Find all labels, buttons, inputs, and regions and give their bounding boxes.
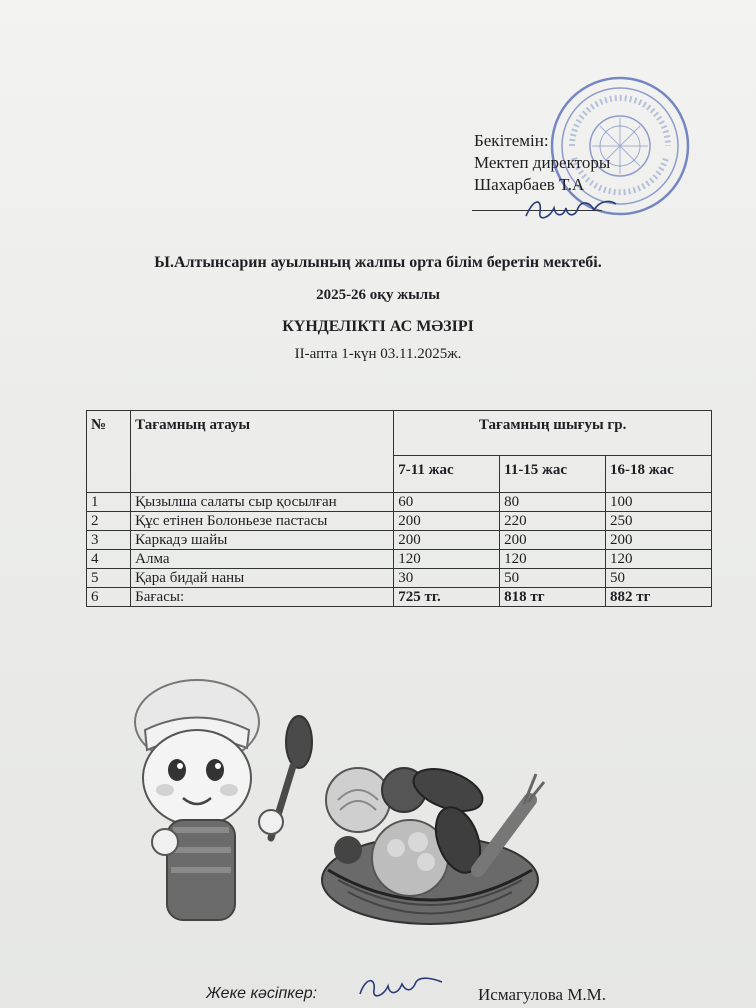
- approve-label: Бекітемін:: [474, 131, 549, 150]
- menu-date: II-апта 1-күн 03.11.2025ж.: [294, 346, 462, 362]
- row-dish: Алма: [131, 550, 394, 569]
- row-number: 3: [87, 531, 131, 550]
- row-yield: 100: [606, 493, 712, 512]
- row-yield: 220: [500, 512, 606, 531]
- row-yield: 200: [394, 531, 500, 550]
- director-signature: [520, 188, 620, 233]
- table-row: [87, 512, 712, 531]
- row-yield: 50: [500, 569, 606, 588]
- table-row: [87, 493, 712, 512]
- school-name: Ы.Алтынсарин ауылының жалпы орта білім беретін мектебі.: [154, 254, 602, 271]
- approver-role: Мектеп директоры: [474, 153, 611, 172]
- table-header-row: [87, 411, 712, 456]
- row-yield: 120: [606, 550, 712, 569]
- row-yield: 50: [606, 569, 712, 588]
- row-yield: 60: [394, 493, 500, 512]
- row-number: 5: [87, 569, 131, 588]
- row-yield: 200: [606, 531, 712, 550]
- row-price: 818 тг: [500, 588, 606, 607]
- row-dish: Бағасы:: [131, 588, 394, 607]
- table-row-price: [87, 588, 712, 607]
- row-dish: Құс етінен Болоньезе пастасы: [131, 512, 394, 531]
- row-price: 725 тг.: [394, 588, 500, 607]
- chef-boy-illustration: [125, 660, 315, 935]
- row-number: 6: [87, 588, 131, 607]
- row-yield: 200: [394, 512, 500, 531]
- row-yield: 250: [606, 512, 712, 531]
- row-number: 4: [87, 550, 131, 569]
- footer-label: Жеке кәсіпкер:: [206, 985, 318, 1002]
- menu-title: КҮНДЕЛІКТІ АС МӘЗІРІ: [282, 318, 474, 335]
- header-age-group: 16-18 жас: [606, 456, 712, 493]
- row-dish: Қара бидай наны: [131, 569, 394, 588]
- menu-table: [86, 410, 712, 607]
- row-number: 1: [87, 493, 131, 512]
- header-number: №: [87, 411, 131, 493]
- header-age-group: 7-11 жас: [394, 456, 500, 493]
- row-yield: 200: [500, 531, 606, 550]
- approval-block: [474, 130, 610, 196]
- row-yield: 120: [394, 550, 500, 569]
- header-age-group: 11-15 жас: [500, 456, 606, 493]
- row-yield: 120: [500, 550, 606, 569]
- table-row: [87, 531, 712, 550]
- row-yield: 80: [500, 493, 606, 512]
- row-dish: Қызылша салаты сыр қосылған: [131, 493, 394, 512]
- row-number: 2: [87, 512, 131, 531]
- table-row: [87, 550, 712, 569]
- approver-name: Шахарбаев Т.А: [474, 175, 585, 194]
- header-dish-name: Тағамның атауы: [131, 411, 394, 493]
- row-price: 882 тг: [606, 588, 712, 607]
- row-yield: 30: [394, 569, 500, 588]
- vegetable-basket-illustration: [318, 730, 548, 935]
- entrepreneur-signature: [356, 972, 446, 1007]
- entrepreneur-name: Исмагулова М.М.: [478, 985, 607, 1004]
- header-yield: Тағамның шығуы гр.: [394, 411, 712, 456]
- academic-year: 2025-26 оқу жылы: [316, 287, 440, 303]
- table-row: [87, 569, 712, 588]
- row-dish: Каркадэ шайы: [131, 531, 394, 550]
